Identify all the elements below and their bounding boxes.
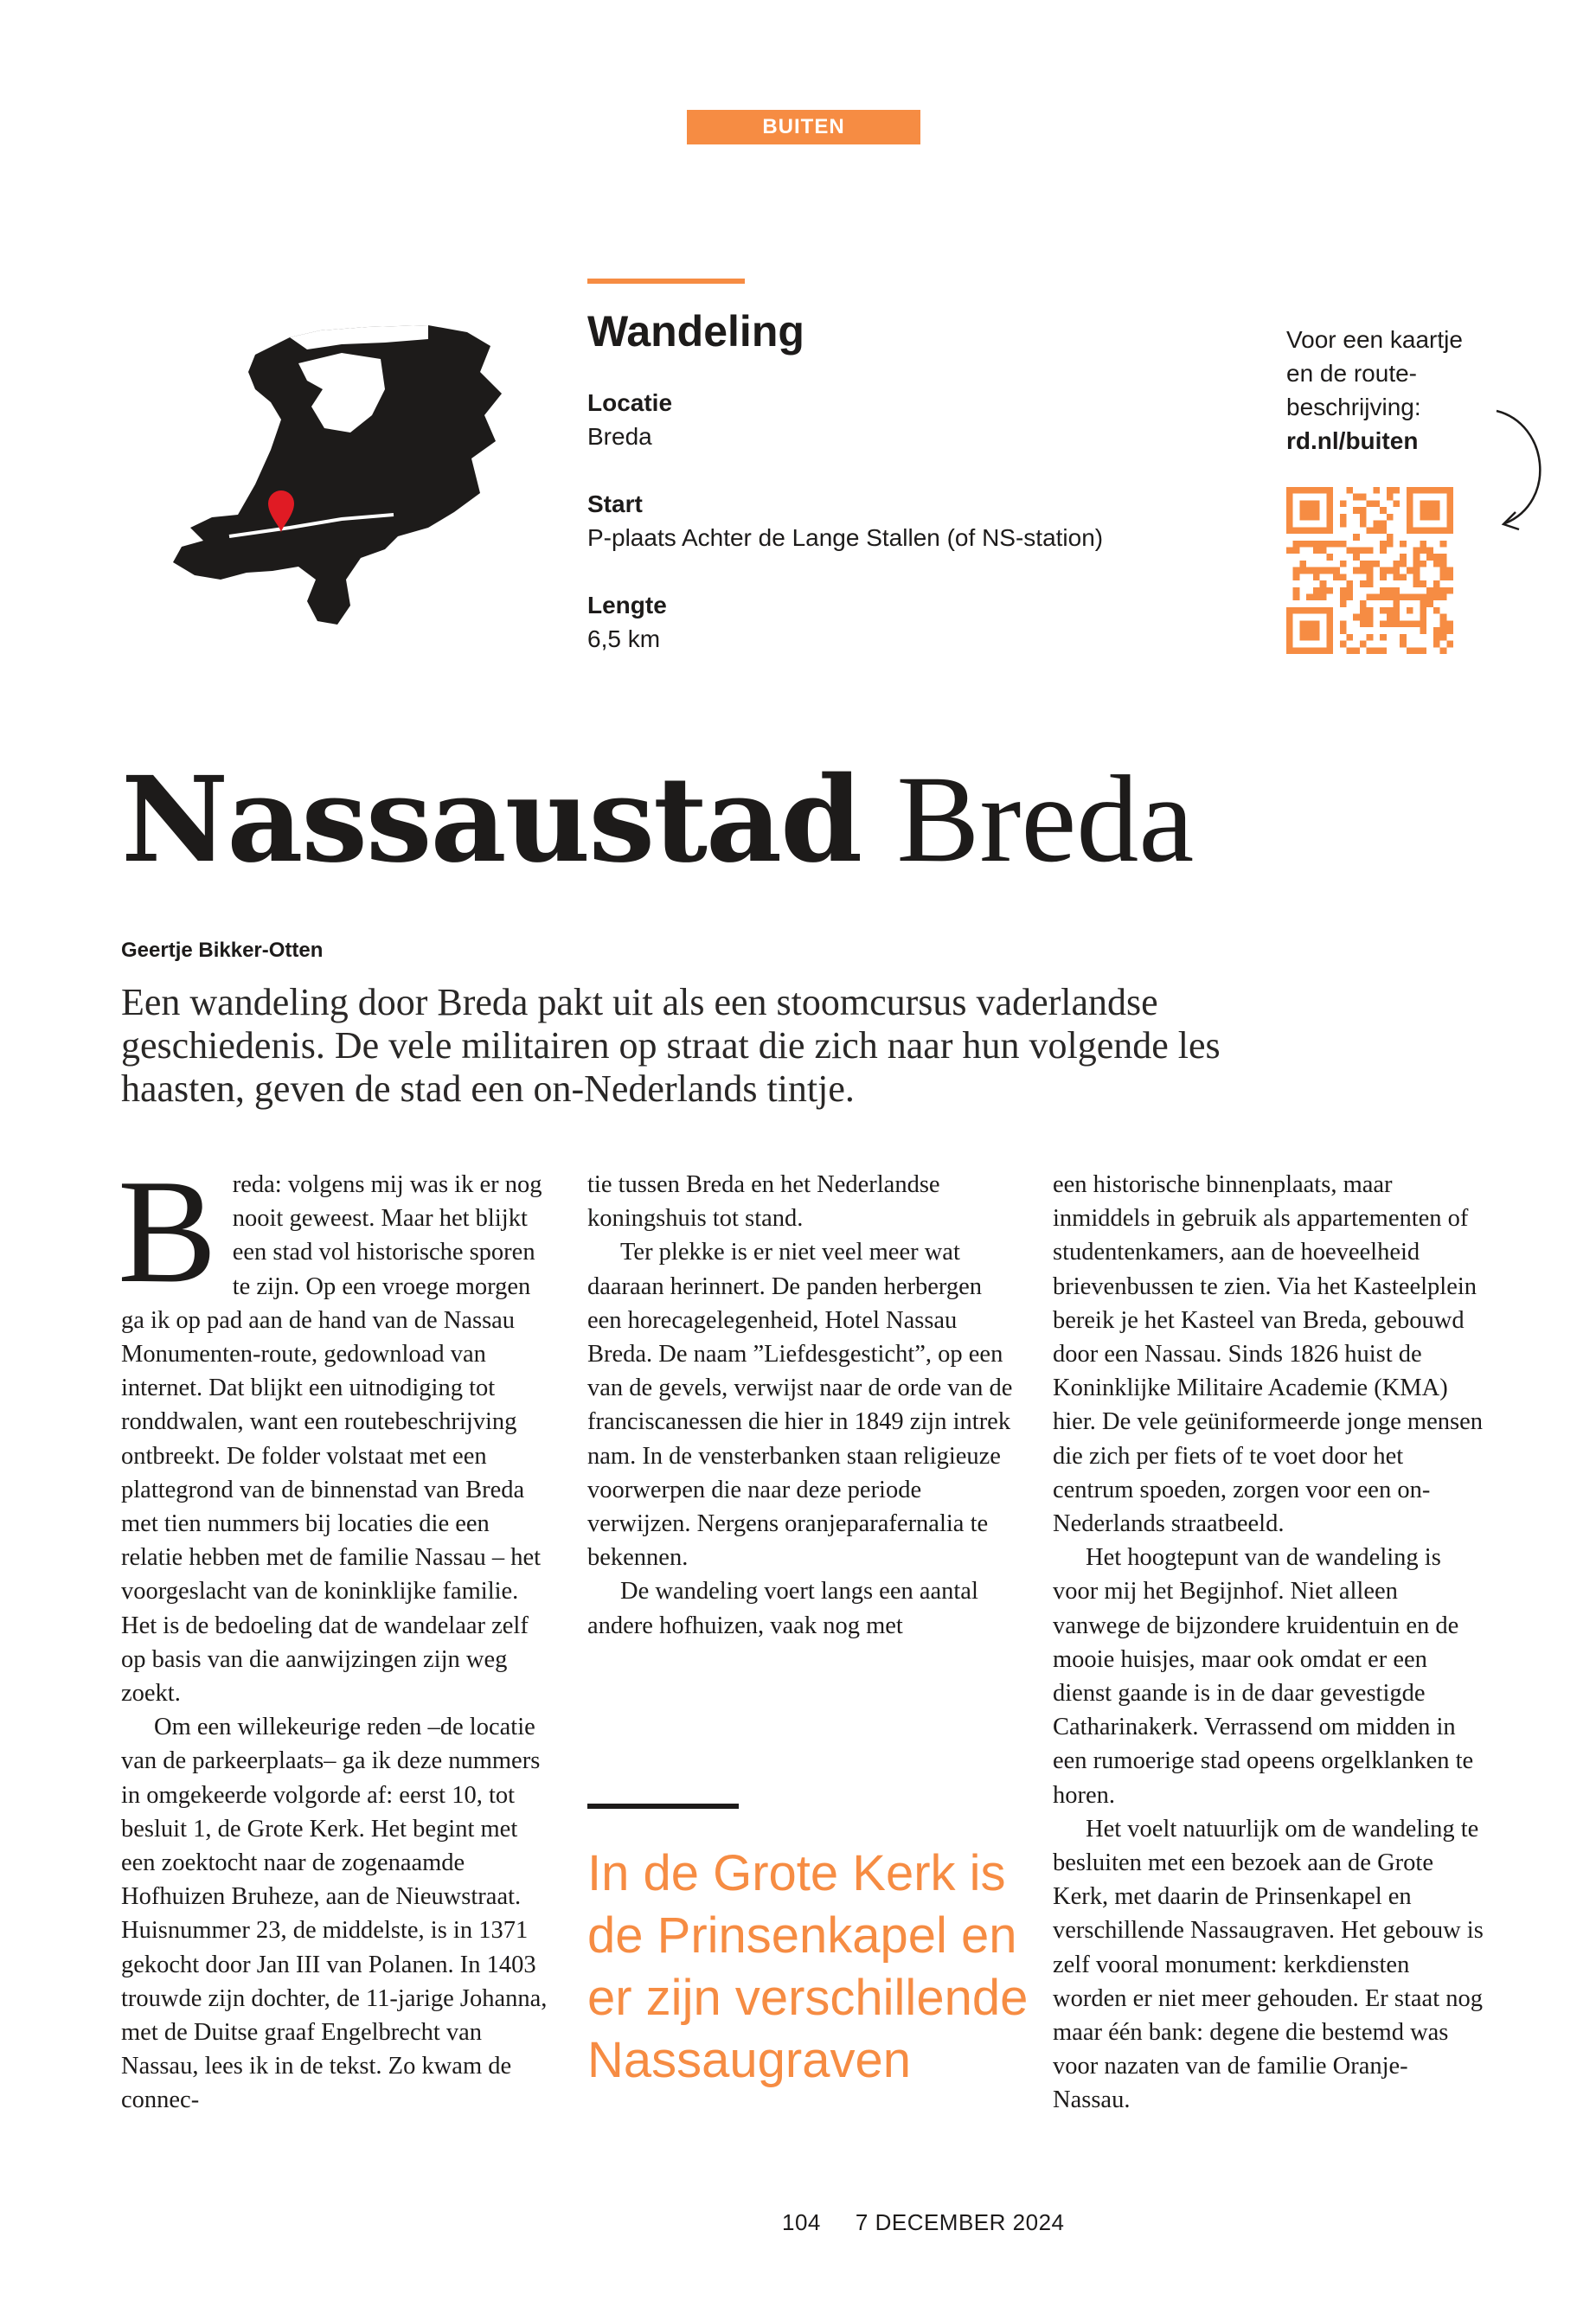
- length-value: 6,5 km: [587, 625, 661, 652]
- curved-arrow-icon: [1488, 407, 1557, 536]
- body-paragraph: een historische binnenplaats, maar inmiddels in gebruik als appartementen of studentenkamers, aan de hoeveelheid brievenbussen te zien. Via het Kasteelplein bereik je het Kasteel van Breda, gebouwd door een Nassau. Sinds 1826 huist de Koninklijke Militaire Academie (KMA) hier. De vele geüniformeerde jonge mensen die zich per fiets of te voet door het centrum spoeden, zorgen voor een on-Nederlands straatbeeld.: [1053, 1171, 1483, 1538]
- headline-light: Breda: [896, 751, 1195, 888]
- pull-quote-rule: [587, 1804, 739, 1809]
- start-value: P-plaats Achter de Lange Stallen (of NS-station): [587, 524, 1104, 551]
- pull-quote: In de Grote Kerk is de Prinsenkapel en er zijn verschillende Nassaugraven: [587, 1845, 1029, 2088]
- qr-url-link[interactable]: rd.nl/buiten: [1286, 427, 1419, 454]
- intro-paragraph: Een wandeling door Breda pakt uit als een stoomcursus vaderlandse geschiedenis. De vele militairen op straat die zich naar hun volgende les haasten, geven de stad een on-Nederlands tintje.: [121, 981, 1221, 1110]
- start-label: Start: [587, 490, 643, 517]
- section-tag: BUITEN: [687, 110, 920, 144]
- body-paragraph: Het hoogtepunt van de wandeling is voor mij het Begijnhof. Niet alleen vanwege de bijzondere kruidentuin en de mooie huisjes, maar ook omdat er een dienst gaande is in de daar gevestigde Catharinakerk. Verrassend om midden in een rumoerige stad opeens orgelklanken te horen.: [1053, 1544, 1474, 1809]
- body-paragraph: Om een willekeurige reden –de locatie van de parkeerplaats– ga ik deze nummers in omgekeerde volgorde af: eerst 10, tot besluit 1, de Grote Kerk. Het begint met een zoektocht naar de zogenaamde Hofhuizen Bruheze, aan de Nieuwstraat. Huisnummer 23, de middelste, is in 1371 gekocht door Jan III van Polanen. In 1403 trouwde zijn dochter, de 11-jarige Johanna, met de Duitse graaf Engelbrecht van Nassau, lees ik in de tekst. Zo kwam de connec-: [121, 1714, 548, 2114]
- body-column-3: [1053, 1168, 1485, 2118]
- qr-line-1: Voor een kaartje: [1286, 326, 1463, 353]
- headline: [121, 751, 1194, 890]
- issue-date: 7 DECEMBER 2024: [855, 2209, 1065, 2235]
- body-paragraph: Het voelt natuurlijk om de wandeling te besluiten met een bezoek aan de Grote Kerk, met daarin de Prinsenkapel en verschillende Nassaugraven. Het gebouw is zelf vooral monument: kerkdiensten worden er niet meer gehouden. Er staat nog maar één bank: degene die bestemd was voor nazaten van de familie Oranje-Nassau.: [1053, 1815, 1484, 2114]
- headline-bold: Nassaustad: [121, 751, 862, 889]
- body-column-1: [118, 1150, 554, 2118]
- length-label: Lengte: [587, 592, 667, 619]
- qr-instructions: [1286, 323, 1511, 458]
- location-value: Breda: [587, 423, 652, 450]
- qr-line-2: en de route-: [1286, 360, 1417, 387]
- location-label: Locatie: [587, 389, 673, 416]
- netherlands-map-icon: [169, 320, 523, 631]
- body-column-2: [587, 1168, 1020, 1643]
- page-footer: [782, 2209, 1065, 2236]
- body-paragraph: Ter plekke is er niet veel meer wat daaraan herinnert. De panden herbergen een horecagelegenheid, Hotel Nassau Breda. De naam ”Liefdesgesticht”, op een van de gevels, verwijst naar de orde van de franciscanessen die hier in 1849 zijn intrek nam. In de vensterbanken staan religieuze voorwerpen die naar deze periode verwijzen. Nergens oranjeparafernalia te bekennen.: [587, 1239, 1013, 1572]
- body-paragraph: Breda: volgens mij was ik er nog nooit geweest. Maar het blijkt een stad vol historische sporen te zijn. Op een vroege morgen ga ik op pad aan de hand van de Nassau Monumenten-route, gedownload van internet. Dat blijkt een uitnodiging tot ronddwalen, want een routebeschrijving ontbreekt. De folder volstaat met een plattegrond van de binnenstad van Breda met tien nummers bij locaties die een relatie hebben met de familie Nassau – het voorgeslacht van de koninklijke familie. Het is de bedoeling dat de wandelaar zelf op basis van die aanwijzingen zijn weg zoekt.: [118, 1150, 542, 1708]
- info-accent-rule: [587, 279, 745, 284]
- qr-code-icon[interactable]: [1286, 487, 1453, 654]
- body-paragraph: De wandeling voert langs een aantal andere hofhuizen, vaak nog met: [587, 1578, 978, 1639]
- author-byline: Geertje Bikker-Otten: [121, 939, 324, 962]
- drop-cap: B: [118, 1150, 217, 1314]
- body-paragraph: tie tussen Breda en het Nederlandse koningshuis tot stand.: [587, 1171, 940, 1233]
- qr-line-3: beschrijving:: [1286, 394, 1421, 420]
- page-number: 104: [782, 2209, 821, 2235]
- info-title: Wandeling: [587, 307, 804, 356]
